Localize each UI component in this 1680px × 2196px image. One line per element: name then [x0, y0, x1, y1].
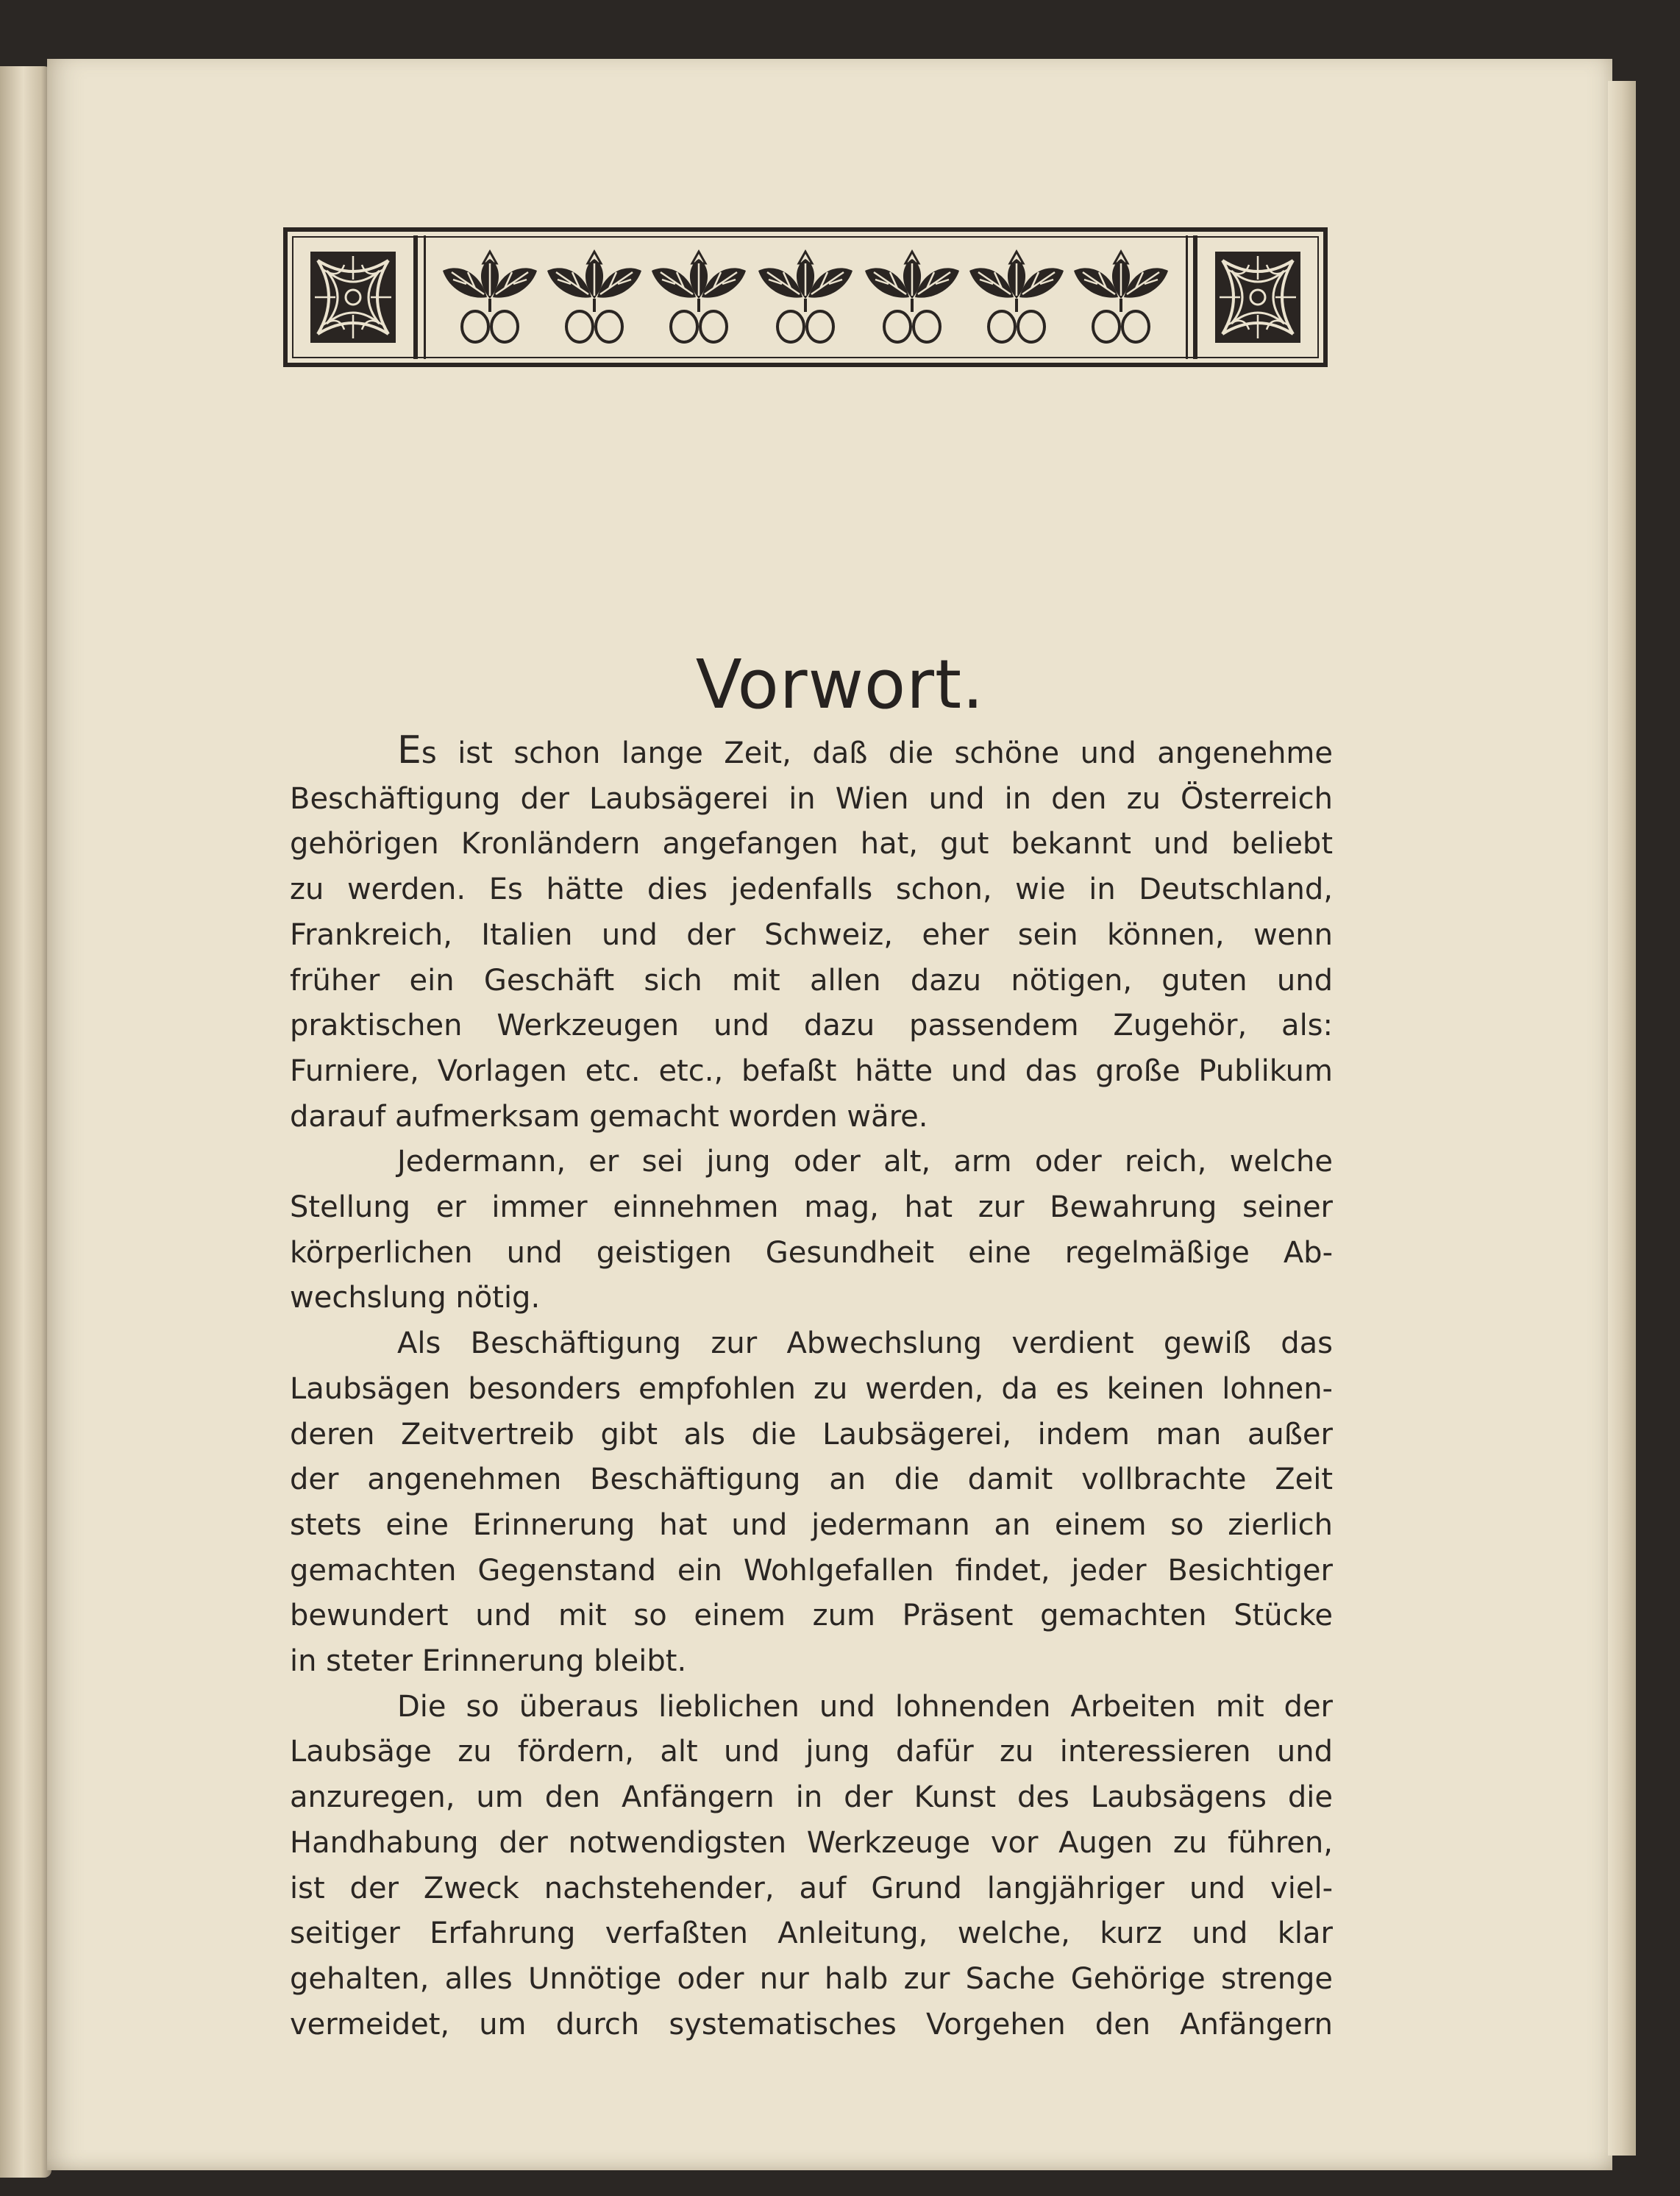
- paragraph-2: [290, 1140, 1333, 1321]
- initial-letter: E: [397, 728, 421, 772]
- text-line: Frankreich, Italien und der Schweiz, eher sein können, wenn: [290, 917, 1333, 952]
- left-page-edge: [0, 66, 51, 2178]
- text-line: bewundert und mit so einem zum Präsent gemachten Stücke: [290, 1599, 1333, 1633]
- text-line: in steter Erinnerung bleibt.: [290, 1644, 687, 1679]
- text-line: Furniere, Vorlagen etc. etc., befaßt hätte und das große Publikum: [290, 1053, 1333, 1088]
- text-line: anzuregen, um den Anfängern in der Kunst des Laubsägens die: [290, 1780, 1333, 1815]
- text-line: Laubsägen besonders empfohlen zu werden, da es keinen lohnen-: [290, 1371, 1333, 1406]
- ornamental-header-banner: [282, 225, 1328, 369]
- text-line: stets eine Erinnerung hat und jedermann an einem so zierlich: [290, 1507, 1333, 1542]
- text-line: der angenehmen Beschäftigung an die damit vollbrachte Zeit: [290, 1463, 1333, 1497]
- text-line: körperlichen und geistigen Gesundheit eine regelmäßige Ab-: [290, 1235, 1333, 1270]
- text-line: vermeidet, um durch systematisches Vorgehen den Anfängern: [290, 2007, 1333, 2042]
- text-line: Stellung er immer einnehmen mag, hat zur Bewahrung seiner: [290, 1190, 1333, 1225]
- right-page-edge: [1608, 81, 1636, 2156]
- text-line: gehörigen Kronländern angefangen hat, gut bekannt und beliebt: [290, 827, 1333, 861]
- text-line: gehalten, alles Unnötige oder nur halb zur Sache Gehörige strenge: [290, 1961, 1333, 1996]
- page-title: Vorwort.: [695, 644, 985, 724]
- text-line: seitiger Erfahrung verfaßten Anleitung, welche, kurz und klar: [290, 1916, 1333, 1951]
- text-line: früher ein Geschäft sich mit allen dazu nötigen, guten und: [290, 963, 1333, 998]
- text-line: Handhabung der notwendigsten Werkzeuge vor Augen zu führen,: [290, 1825, 1333, 1860]
- text-line: wechslung nötig.: [290, 1281, 541, 1315]
- text-line: Die so überaus lieblichen und lohnenden Arbeiten mit der: [397, 1689, 1333, 1724]
- text-line: praktischen Werkzeugen und dazu passendem Zugehör, als:: [290, 1009, 1333, 1043]
- text-line: ist der Zweck nachstehender, auf Grund langjähriger und viel-: [290, 1871, 1333, 1905]
- paragraph-3: [290, 1321, 1333, 1685]
- text-line: Es ist schon lange Zeit, daß die schöne und angenehme: [397, 728, 1333, 772]
- text-line: Als Beschäftigung zur Abwechslung verdient gewiß das: [397, 1326, 1333, 1361]
- text-line: Laubsäge zu fördern, alt und jung dafür zu interessieren und: [290, 1735, 1333, 1769]
- text-line: gemachten Gegenstand ein Wohlgefallen findet, jeder Besichtiger: [290, 1553, 1333, 1588]
- paragraph-4: [290, 1685, 1333, 2048]
- text-line: Jedermann, er sei jung oder alt, arm oder reich, welche: [397, 1145, 1333, 1179]
- text-line: zu werden. Es hätte dies jedenfalls schon, wie in Deutschland,: [290, 873, 1333, 907]
- text-line: Beschäftigung der Laubsägerei in Wien und in den zu Österreich: [290, 781, 1333, 816]
- body-text: [290, 728, 1333, 2047]
- paragraph-1: [290, 728, 1333, 1140]
- text-line: deren Zeitvertreib gibt als die Laubsägerei, indem man außer: [290, 1417, 1333, 1451]
- text-line: darauf aufmerksam gemacht worden wäre.: [290, 1099, 928, 1134]
